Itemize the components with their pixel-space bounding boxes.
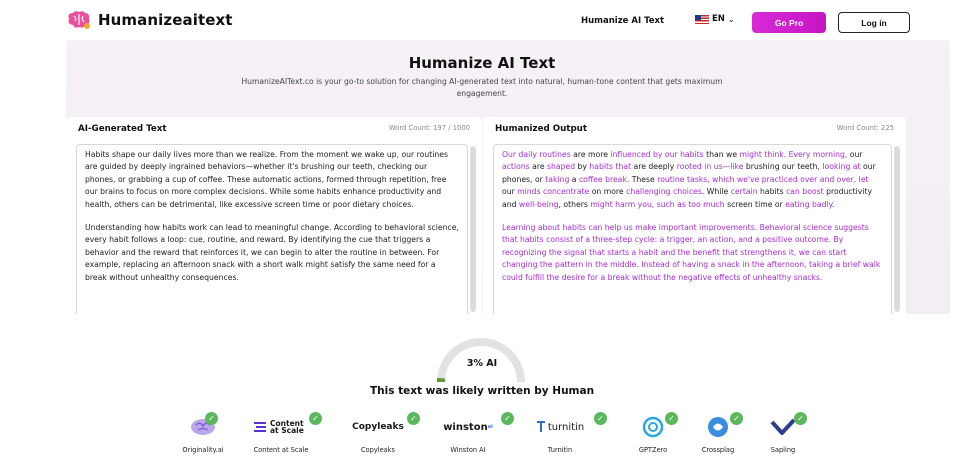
brand-logo[interactable] — [66, 10, 233, 30]
output-word-count: Word Count: 225 — [836, 124, 894, 132]
unchanged-text-segment: productivity and — [502, 187, 873, 209]
input-scrollbar[interactable] — [470, 146, 476, 312]
ai-text-panel-title: AI-Generated Text — [78, 124, 167, 134]
unchanged-text-segment: a — [571, 174, 579, 184]
changed-text-segment: habits that — [589, 162, 634, 172]
unchanged-text-segment: . These — [626, 174, 658, 184]
go-pro-button[interactable]: Go Pro — [752, 12, 826, 33]
language-code: EN — [712, 14, 725, 24]
detector-sapling — [738, 412, 828, 460]
ai-percent-label: 3% AI — [466, 358, 498, 369]
detector-name: Crossplag — [701, 446, 735, 454]
detector-name: Winston AI — [450, 446, 486, 454]
changed-text-segment: routine tasks, which we've practiced over and over, let — [657, 174, 869, 184]
detection-verdict: This text was likely written by Human — [369, 385, 595, 397]
changed-text-segment: challenging choices — [626, 187, 702, 197]
detector-content-at-scale — [236, 412, 326, 460]
check-icon: ✓ — [309, 412, 322, 425]
originality-brain-icon — [158, 416, 248, 438]
changed-text-segment: shaped — [547, 162, 578, 172]
changed-text-segment: taking — [545, 174, 572, 184]
input-paragraph: Habits shape our daily lives more than we realize. From the moment we wake up, our routines are guided by deeply ingrained behaviors—whether it's brushing our teeth, checking our phones, or grabbing a cup of coffee. These automatic actions, formed through repetition, free our brains to focus on more complex decisions. While some habits enhance productivity and health, others can be detrimental, like excessive screen time or poor dietary choices. — [85, 150, 448, 209]
unchanged-text-segment: habits — [760, 187, 787, 197]
language-selector[interactable] — [695, 14, 735, 24]
changed-text-segment: eating badly — [785, 199, 833, 209]
unchanged-text-segment: on more — [591, 187, 627, 197]
changed-text-segment: Our daily — [502, 150, 540, 159]
login-button[interactable]: Log in — [838, 12, 910, 33]
unchanged-text-segment: our — [502, 187, 518, 197]
us-flag-icon — [695, 15, 709, 24]
detector-name: Originality.ai — [182, 446, 224, 454]
changed-text-segment: influenced by our habits — [610, 150, 707, 159]
top-navbar — [0, 0, 964, 40]
changed-text-segment: can boost — [786, 187, 827, 197]
unchanged-text-segment: than we — [706, 150, 740, 159]
changed-text-segment: rooted in us—like — [676, 162, 746, 172]
detector-name: Content at Scale — [253, 446, 309, 454]
unchanged-text-segment: , others — [558, 199, 591, 209]
unchanged-text-segment: are deeply — [633, 162, 677, 172]
input-word-count: Word Count: 197 / 1000 — [388, 124, 470, 132]
changed-text-segment: actions — [502, 162, 533, 172]
input-paragraph: Understanding how habits work can lead to meaningful change. According to behavioral science, every habit follows a loop: cue, routine, and reward. By identifying the cue that triggers a behavior and the reward that reinforces it, we can begin to alter the routine in between. For example, replacing an afternoon snack with a short walk might satisfy the same need for a break without unhealthy consequences. — [85, 223, 459, 282]
changed-text-segment: looking at — [822, 162, 863, 172]
detector-name: Copyleaks — [361, 446, 395, 454]
detector-originality — [158, 412, 248, 460]
sapling-icon — [738, 416, 828, 438]
turnitin-icon — [515, 416, 605, 438]
detector-turnitin — [515, 412, 605, 460]
unchanged-text-segment: brushing our teeth, — [745, 162, 823, 172]
changed-text-segment: well-being — [518, 199, 559, 209]
unchanged-text-segment: screen time or — [727, 199, 786, 209]
check-icon: ✓ — [594, 412, 607, 425]
humanized-output-text[interactable] — [493, 144, 892, 314]
winston-logo-sup: ai — [487, 424, 493, 430]
check-icon: ✓ — [205, 412, 218, 425]
unchanged-text-segment: our — [849, 150, 863, 159]
unchanged-text-segment: by — [577, 162, 590, 172]
changed-text-segment: routines — [539, 150, 574, 159]
detector-name: Turnitin — [547, 446, 573, 454]
changed-text-segment: coffee break — [578, 174, 627, 184]
check-icon: ✓ — [794, 412, 807, 425]
unchanged-text-segment: . — [832, 199, 835, 209]
turnitin-logo-text: turnitin — [547, 421, 585, 433]
changed-text-segment: minds concentrate — [517, 187, 592, 197]
detector-name: Sapling — [770, 446, 796, 454]
copyleaks-logo-text: Copyleaks — [352, 422, 404, 432]
unchanged-text-segment: our phones, or — [502, 162, 876, 184]
output-paragraph: Learning about habits can help us make important improvements. Behavioral science suggests that habits consist of a three-step cycle: a trigger, an action, and a positive outcome. By recognizing the signal that starts a habit and the benefit that strengthens it, we can start changing the pattern in the middle. Instead of having a snack in the afternoon, taking a brief walk could fulfill the desire for a break without the negative effects of unhealthy snacks. — [502, 223, 881, 282]
nav-humanize-ai-text[interactable]: Humanize AI Text — [581, 16, 665, 26]
changed-text-segment: might think. Every morning, — [739, 150, 850, 159]
changed-text-segment: certain — [730, 187, 761, 197]
detector-winston — [423, 412, 513, 460]
output-panel-title: Humanized Output — [495, 124, 588, 134]
changed-text-segment: might harm you, such as too much — [590, 199, 728, 209]
check-icon: ✓ — [665, 412, 678, 425]
check-icon: ✓ — [501, 412, 514, 425]
output-paragraph — [502, 149, 883, 211]
ai-text-input[interactable] — [76, 144, 468, 314]
content-at-scale-logo-text: Content at Scale — [270, 419, 304, 435]
detector-copyleaks — [333, 412, 423, 460]
winston-icon — [423, 416, 513, 438]
brand-name: Humanizeaitext — [98, 11, 233, 29]
unchanged-text-segment: are — [532, 162, 548, 172]
humanized-output-panel — [483, 117, 906, 314]
check-icon: ✓ — [407, 412, 420, 425]
brain-logo-icon — [66, 10, 92, 30]
unchanged-text-segment: are more — [573, 150, 611, 159]
ai-text-panel — [66, 117, 482, 314]
chevron-down-icon: ⌄ — [727, 14, 735, 24]
output-scrollbar[interactable] — [894, 146, 900, 312]
page-subtitle: HumanizeAIText.co is your go-to solution for changing AI-generated text into natural, human-tone content that gets maximum engagement. — [241, 77, 723, 98]
page-title: Humanize AI Text — [408, 54, 556, 72]
unchanged-text-segment: . While — [701, 187, 731, 197]
check-icon: ✓ — [730, 412, 743, 425]
detector-name: GPTZero — [638, 446, 668, 454]
winston-logo-text: winston — [443, 421, 488, 433]
